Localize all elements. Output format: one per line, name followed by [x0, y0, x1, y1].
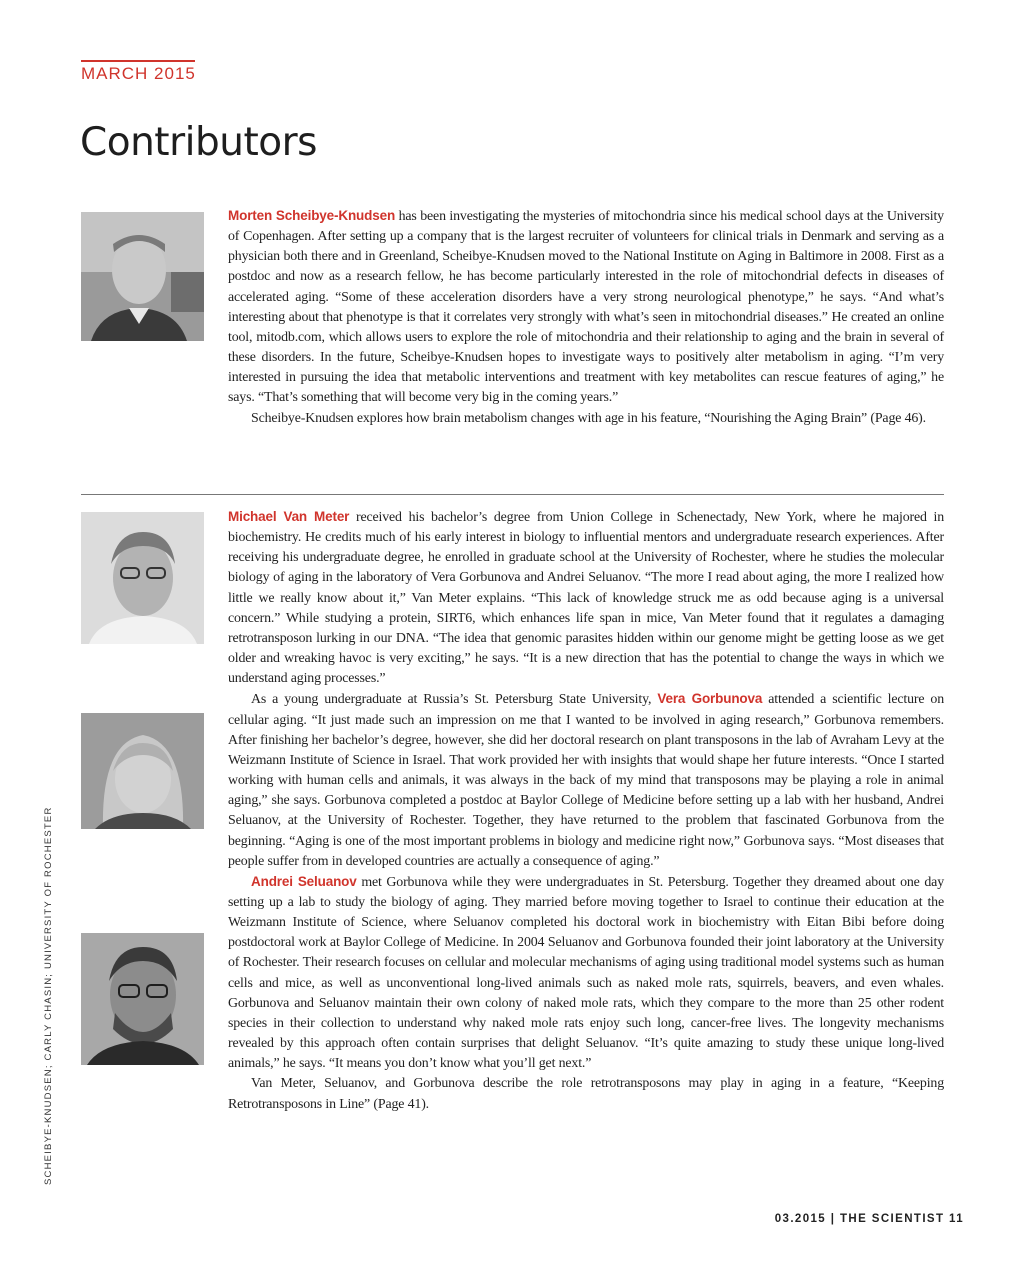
contributor-name: Michael Van Meter	[228, 509, 350, 524]
contributor-bio-intro: As a young undergraduate at Russia’s St. Petersburg State University,	[251, 692, 658, 708]
contributor-bio: met Gorbunova while they were undergraduates in St. Petersburg. Together they dreamed about one day setting up a lab to study the biology of aging. They married before moving together to Israel to continue their education at the Weizmann Institute of Science, where Seluanov completed his doctoral work in biochemistry with Eitan Bibi before doing postdoctoral work at Baylor College of Medicine. In 2004 Seluanov and Gorbunova founded their joint laboratory at the University of Rochester. Their research focuses on cellular and molecular mechanisms of aging using traditional model systems such as human cells and mice, as well as unconventional long-lived animals such as naked mole rats, squirrels, beavers, and even whales. Gorbunova and Seluanov maintain their own colony of naked mole rats, which they compare to the more than 25 other rodent species in their collection to understand why naked mole rats enjoy such long, cancer-free lives. The longevity mechanisms revealed by this approach often contain surprises that delight Seluanov. “It’s quite amazing to study these unique long-lived animals,” he says. “It means you don’t know what you’ll get next.”	[228, 874, 944, 1072]
footer-magazine: THE SCIENTIST	[839, 1213, 945, 1225]
photo-vera-gorbunova	[81, 713, 204, 829]
footer-date: 03.2015	[774, 1213, 827, 1225]
contributor-name: Vera Gorbunova	[657, 691, 763, 707]
page-number: 11	[949, 1213, 964, 1225]
photo-michael-van-meter	[81, 512, 204, 644]
contributor-name: Morten Scheibye-Knudsen	[228, 208, 396, 223]
contributor-name: Andrei Seluanov	[251, 873, 357, 889]
issue-date: MARCH 2015	[81, 64, 196, 83]
footer-separator: |	[830, 1213, 836, 1225]
page-title: Contributors	[80, 120, 317, 165]
contributor-group-rochester	[228, 507, 944, 1115]
feature-note: Van Meter, Seluanov, and Gorbunova describe the role retrotransposons may play in aging in a feature, “Keeping Retrotransposons in Line” (Page 41).	[228, 1076, 944, 1112]
contributor-bio: received his bachelor’s degree from Union College in Schenectady, New York, where he majored in biochemistry. He credits much of his early interest in biology to influential mentors and undergraduate research experiences. After receiving his undergraduate degree, he enrolled in graduate school at the University of Rochester, where he studies the molecular biology of aging in the laboratory of Vera Gorbunova and Andrei Seluanov. “The more I read about aging, the more I realized how little we really know about it,” Van Meter explains. “This lack of knowledge struck me as odd because aging is a universal concern.” While studying a protein, SIRT6, which enhances life span in mice, Van Meter found that it regulates a damaging retrotransposon lurking in our DNA. “The idea that genomic parasites hidden within our genome might be getting loose as we get older and wreaking havoc is very exciting,” he says. “It is a new direction that has the potential to change the ways in which we understand aging processes.”	[228, 510, 944, 687]
contributor-bio: has been investigating the mysteries of mitochondria since his medical school days at the University of Copenhagen. After setting up a company that is the largest recruiter of volunteers for clinical trials in Denmark and serving as a physician both there and in Greenland, Scheibye-Knudsen moved to the National Institute on Aging in Baltimore in 2008. First as a postdoc and now as a research fellow, he has become particularly interested in the role of mitochondrial defects in diseases of accelerated aging. “Some of these acceleration disorders have a very strong neurological phenotype,” he says. “And what’s interesting about that phenotype is that it correlates very strongly with what’s seen in mitochondrial diseases.” He created an online tool, mitodb.com, which allows users to explore the role of mitochondria and their relationship to aging and the brain in several of these disorders. In the future, Scheibye-Knudsen hopes to investigate ways to positively alter metabolism in aging. “I’m very interested in pursuing the idea that metabolic interventions and treatment with key metabolites can rescue features of aging,” he says. “That’s something that will become very big in the coming years.”	[228, 209, 944, 406]
kicker-rule	[81, 60, 195, 62]
contributor-bio: attended a scientific lecture on cellular aging. “It just made such an impression on me that I wanted to be involved in aging research,” Gorbunova remembers. After finishing her bachelor’s degree, however, she did her doctoral research on plant transposons in the lab of Avraham Levy at the Weizmann Institute of Science in Israel. That work provided her with insights that would shape her future interests. “Once I started working with human cells and animals, it was always in the back of my mind that transposons may be playing a role in animal aging,” she says. Gorbunova completed a postdoc at Baylor College of Medicine before setting up a lab with her husband, Andrei Seluanov, at the University of Rochester. Together, they have returned to the problem that fascinated Gorbunova from the beginning. “Aging is one of the most important problems in biology and medicine right now,” Gorbunova says. “Most diseases that people suffer from in developed countries are actually a consequence of aging.”	[228, 692, 944, 869]
feature-note: Scheibye-Knudsen explores how brain metabolism changes with age in his feature, “Nourishing the Aging Brain” (Page 46).	[251, 410, 926, 426]
page-footer	[775, 1213, 964, 1225]
contributor-morten	[228, 206, 944, 429]
photo-credit: SCHEIBYE-KNUDSEN; CARLY CHASIN; UNIVERSITY OF ROCHESTER	[43, 806, 54, 1185]
photo-morten-scheibye-knudsen	[81, 212, 204, 341]
section-divider	[81, 494, 944, 495]
photo-andrei-seluanov	[81, 933, 204, 1065]
